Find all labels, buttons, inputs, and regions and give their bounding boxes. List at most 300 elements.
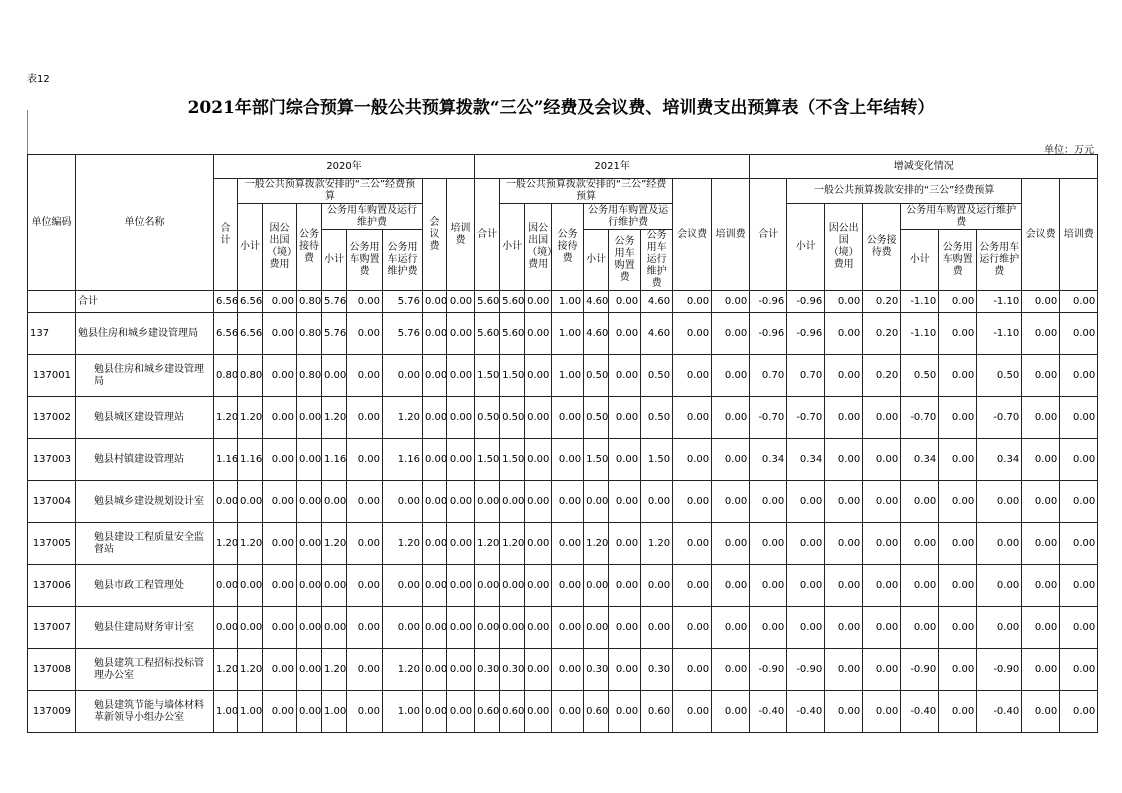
value-cell: 0.00 (423, 649, 447, 691)
value-cell: 0.00 (447, 649, 475, 691)
value-cell: 0.00 (347, 691, 383, 733)
value-cell: -0.70 (977, 397, 1022, 439)
value-cell: 0.00 (609, 523, 641, 565)
value-cell: 1.20 (500, 523, 525, 565)
value-cell: 0.80 (297, 355, 322, 397)
header-maintenance-2021: 公务用车运行维护费 (641, 230, 673, 291)
value-cell: 1.00 (238, 691, 263, 733)
header-maintenance-2020: 公务用车运行维护费 (383, 230, 423, 291)
unit-code-cell: 137007 (28, 607, 76, 649)
value-cell: 0.00 (1022, 607, 1060, 649)
value-cell: 0.00 (383, 481, 423, 523)
value-cell: 0.00 (712, 291, 750, 313)
value-cell: 0.00 (787, 607, 825, 649)
value-cell: 1.50 (475, 355, 500, 397)
value-cell: 0.00 (641, 607, 673, 649)
header-maintenance-change: 公务用车运行维护费 (977, 230, 1022, 291)
value-cell: 0.00 (1060, 397, 1098, 439)
table-row (28, 439, 1098, 481)
value-cell: 0.00 (525, 649, 552, 691)
value-cell: 0.00 (863, 523, 901, 565)
value-cell: 0.00 (901, 481, 939, 523)
value-cell: 1.20 (322, 649, 347, 691)
value-cell: 0.00 (712, 607, 750, 649)
value-cell: 0.00 (1022, 291, 1060, 313)
header-purchase-2020: 公务用车购置费 (347, 230, 383, 291)
value-cell: 0.00 (447, 439, 475, 481)
value-cell: -0.90 (901, 649, 939, 691)
value-cell: 4.60 (584, 291, 609, 313)
value-cell: 0.00 (423, 313, 447, 355)
header-v-subtotal-2020: 小计 (322, 230, 347, 291)
value-cell: -0.40 (787, 691, 825, 733)
header-year-2021: 2021年 (475, 155, 750, 179)
value-cell: -0.90 (750, 649, 787, 691)
value-cell: 0.00 (552, 565, 584, 607)
value-cell: 0.00 (297, 691, 322, 733)
unit-code-cell: 137004 (28, 481, 76, 523)
value-cell: 0.00 (609, 565, 641, 607)
value-cell: 0.00 (901, 523, 939, 565)
unit-code-cell: 137003 (28, 439, 76, 481)
header-abroad-change: 因公出国（境）费用 (825, 204, 863, 291)
value-cell: 0.00 (1022, 439, 1060, 481)
value-cell: 0.00 (1022, 355, 1060, 397)
value-cell: 1.00 (552, 355, 584, 397)
value-cell: 0.00 (383, 565, 423, 607)
value-cell: 0.00 (423, 565, 447, 607)
header-subtotal-2020: 小计 (238, 204, 263, 291)
value-cell: 0.00 (347, 481, 383, 523)
value-cell: 0.00 (347, 439, 383, 481)
value-cell: 0.00 (787, 481, 825, 523)
value-cell: 0.00 (447, 481, 475, 523)
value-cell: 5.76 (383, 291, 423, 313)
value-cell: -0.96 (750, 291, 787, 313)
value-cell: 0.00 (263, 523, 297, 565)
value-cell: 0.50 (500, 397, 525, 439)
value-cell: -0.40 (977, 691, 1022, 733)
value-cell: 0.00 (347, 649, 383, 691)
value-cell: 1.20 (322, 397, 347, 439)
value-cell: -0.90 (787, 649, 825, 691)
value-cell: 1.00 (214, 691, 238, 733)
value-cell: 0.00 (297, 607, 322, 649)
value-cell: 0.00 (263, 291, 297, 313)
table-row (28, 691, 1098, 733)
value-cell: 0.00 (750, 565, 787, 607)
value-cell: 1.00 (383, 691, 423, 733)
header-unit-name: 单位名称 (76, 155, 214, 291)
value-cell: 0.00 (1022, 523, 1060, 565)
value-cell: 0.00 (825, 291, 863, 313)
header-abroad-2021: 因公出国（境）费用 (525, 204, 552, 291)
value-cell: 0.00 (552, 523, 584, 565)
value-cell: 0.00 (712, 481, 750, 523)
header-subtotal-2021: 小计 (500, 204, 525, 291)
value-cell: 1.20 (214, 397, 238, 439)
value-cell: 0.20 (863, 291, 901, 313)
value-cell: 0.00 (939, 691, 977, 733)
value-cell: 0.00 (552, 397, 584, 439)
value-cell: 5.60 (500, 291, 525, 313)
header-subtotal-change: 小计 (787, 204, 825, 291)
value-cell: 0.00 (322, 355, 347, 397)
value-cell: 0.00 (712, 523, 750, 565)
value-cell: 0.00 (673, 481, 712, 523)
value-cell: 0.00 (525, 291, 552, 313)
header-change: 增减变化情况 (750, 155, 1098, 179)
value-cell: 0.00 (552, 439, 584, 481)
value-cell: 0.00 (447, 523, 475, 565)
value-cell: 0.50 (901, 355, 939, 397)
value-cell: 0.00 (263, 565, 297, 607)
value-cell: 0.00 (641, 481, 673, 523)
value-cell: 0.00 (609, 649, 641, 691)
value-cell: 1.00 (552, 291, 584, 313)
value-cell: 5.76 (383, 313, 423, 355)
value-cell: 0.00 (322, 565, 347, 607)
value-cell: 1.20 (383, 649, 423, 691)
value-cell: 0.00 (525, 565, 552, 607)
header-unit-code: 单位编码 (28, 155, 76, 291)
value-cell: 0.30 (475, 649, 500, 691)
value-cell: 0.00 (447, 397, 475, 439)
value-cell: 0.00 (1060, 649, 1098, 691)
value-cell: 0.00 (863, 691, 901, 733)
value-cell: 0.00 (263, 355, 297, 397)
value-cell: 0.00 (787, 523, 825, 565)
value-cell: 0.60 (500, 691, 525, 733)
header-v-subtotal-change: 小计 (901, 230, 939, 291)
value-cell: 0.00 (1060, 439, 1098, 481)
value-cell: 0.00 (825, 565, 863, 607)
table-row (28, 607, 1098, 649)
value-cell: 0.00 (475, 607, 500, 649)
value-cell: 0.00 (939, 481, 977, 523)
value-cell: 0.00 (347, 607, 383, 649)
value-cell: 0.00 (347, 355, 383, 397)
header-training-change: 培训费 (1060, 179, 1098, 291)
value-cell: 0.00 (525, 355, 552, 397)
value-cell: 0.00 (423, 523, 447, 565)
value-cell: 0.00 (712, 313, 750, 355)
value-cell: 0.00 (712, 565, 750, 607)
value-cell: 0.00 (977, 481, 1022, 523)
value-cell: -0.90 (977, 649, 1022, 691)
value-cell: 0.00 (939, 607, 977, 649)
header-reception-2021: 公务接待费 (552, 204, 584, 291)
value-cell: 1.20 (214, 649, 238, 691)
value-cell: 0.20 (863, 313, 901, 355)
value-cell: 1.00 (552, 313, 584, 355)
value-cell: 0.00 (500, 607, 525, 649)
value-cell: 0.00 (673, 313, 712, 355)
value-cell: 0.34 (901, 439, 939, 481)
value-cell: 0.00 (712, 355, 750, 397)
value-cell: 0.00 (939, 397, 977, 439)
value-cell: 0.80 (214, 355, 238, 397)
header-sangong-2020: 一般公共预算拨款安排的“三公”经费预算 (238, 179, 423, 204)
value-cell: -0.70 (901, 397, 939, 439)
value-cell: 0.00 (609, 313, 641, 355)
unit-code-cell: 137001 (28, 355, 76, 397)
value-cell: 0.00 (825, 355, 863, 397)
table-row (28, 313, 1098, 355)
value-cell: -1.10 (977, 291, 1022, 313)
value-cell: 1.00 (322, 691, 347, 733)
value-cell: 1.20 (475, 523, 500, 565)
unit-name-cell: 勉县城区建设管理站 (76, 397, 214, 439)
value-cell: 0.00 (673, 523, 712, 565)
value-cell: 0.00 (500, 481, 525, 523)
value-cell: 0.00 (525, 523, 552, 565)
unit-name-cell: 勉县市政工程管理处 (76, 565, 214, 607)
value-cell: 1.20 (383, 397, 423, 439)
value-cell: 0.00 (525, 397, 552, 439)
value-cell: 6.56 (214, 291, 238, 313)
value-cell: 0.00 (825, 607, 863, 649)
value-cell: 5.76 (322, 291, 347, 313)
value-cell: 0.00 (1022, 313, 1060, 355)
budget-table (27, 154, 1098, 733)
value-cell: 0.50 (584, 355, 609, 397)
unit-code-cell: 137 (28, 313, 76, 355)
value-cell: 0.00 (825, 439, 863, 481)
value-cell: 0.00 (825, 649, 863, 691)
value-cell: 0.00 (609, 481, 641, 523)
value-cell: 0.00 (238, 607, 263, 649)
value-cell: 0.00 (977, 607, 1022, 649)
header-training-2021: 培训费 (712, 179, 750, 291)
value-cell: 0.00 (347, 397, 383, 439)
value-cell: 0.00 (863, 607, 901, 649)
value-cell: 0.00 (609, 691, 641, 733)
value-cell: 0.00 (297, 565, 322, 607)
value-cell: -0.96 (750, 313, 787, 355)
value-cell: 1.20 (383, 523, 423, 565)
value-cell: 0.00 (238, 565, 263, 607)
value-cell: 5.76 (322, 313, 347, 355)
unit-label: 单位：万元 (1044, 145, 1094, 156)
unit-code-cell: 137008 (28, 649, 76, 691)
value-cell: 0.00 (214, 565, 238, 607)
page-title: 2021年部门综合预算一般公共预算拨款“三公”经费及会议费、培训费支出预算表（不含上年结转） (187, 98, 935, 118)
value-cell: 0.00 (673, 607, 712, 649)
value-cell: 0.00 (238, 481, 263, 523)
value-cell: -0.70 (787, 397, 825, 439)
value-cell: 0.30 (584, 649, 609, 691)
value-cell: 0.00 (263, 607, 297, 649)
value-cell: 0.00 (1022, 691, 1060, 733)
value-cell: -1.10 (901, 313, 939, 355)
value-cell: 0.00 (263, 481, 297, 523)
value-cell: 0.30 (500, 649, 525, 691)
value-cell: 0.00 (423, 439, 447, 481)
value-cell: 0.00 (297, 397, 322, 439)
header-reception-change: 公务接待费 (863, 204, 901, 291)
value-cell: 0.00 (939, 649, 977, 691)
header-abroad-2020: 因公出国（境）费用 (263, 204, 297, 291)
value-cell: 0.60 (475, 691, 500, 733)
header-vehicle-change: 公务用车购置及运行维护费 (901, 204, 1022, 230)
value-cell: 0.00 (939, 291, 977, 313)
value-cell: 0.34 (787, 439, 825, 481)
value-cell: 0.00 (1060, 691, 1098, 733)
unit-name-cell: 合计 (76, 291, 214, 313)
value-cell: 0.00 (1060, 291, 1098, 313)
header-vehicle-2020: 公务用车购置及运行维护费 (322, 204, 423, 230)
value-cell: 0.00 (383, 607, 423, 649)
unit-name-cell: 勉县城乡建设规划设计室 (76, 481, 214, 523)
value-cell: 1.20 (641, 523, 673, 565)
unit-name-cell: 勉县村镇建设管理站 (76, 439, 214, 481)
value-cell: 0.00 (609, 291, 641, 313)
value-cell: 0.00 (297, 649, 322, 691)
value-cell: 0.00 (863, 397, 901, 439)
value-cell: 1.16 (322, 439, 347, 481)
value-cell: 0.00 (977, 565, 1022, 607)
value-cell: 0.00 (1022, 397, 1060, 439)
value-cell: 0.00 (901, 565, 939, 607)
value-cell: 0.00 (673, 691, 712, 733)
value-cell: 0.00 (423, 291, 447, 313)
value-cell: 1.20 (238, 397, 263, 439)
header-sangong-change: 一般公共预算拨款安排的“三公”经费预算 (787, 179, 1022, 204)
value-cell: 0.00 (263, 313, 297, 355)
value-cell: 0.00 (787, 565, 825, 607)
value-cell: 0.00 (939, 523, 977, 565)
value-cell: 0.00 (263, 439, 297, 481)
table-row (28, 291, 1098, 313)
header-purchase-change: 公务用车购置费 (939, 230, 977, 291)
value-cell: 0.50 (977, 355, 1022, 397)
value-cell: 4.60 (641, 291, 673, 313)
header-meeting-change: 会议费 (1022, 179, 1060, 291)
value-cell: 0.50 (641, 355, 673, 397)
header-training-2020: 培训费 (447, 179, 475, 291)
unit-name-cell: 勉县建筑工程招标投标管理办公室 (76, 649, 214, 691)
value-cell: 0.00 (552, 607, 584, 649)
value-cell: 0.70 (750, 355, 787, 397)
value-cell: 0.00 (750, 607, 787, 649)
value-cell: 0.00 (423, 607, 447, 649)
value-cell: 0.80 (297, 313, 322, 355)
value-cell: 0.00 (347, 291, 383, 313)
value-cell: 0.00 (584, 481, 609, 523)
value-cell: 0.20 (863, 355, 901, 397)
value-cell: 0.00 (641, 565, 673, 607)
value-cell: 0.00 (609, 607, 641, 649)
value-cell: 0.00 (525, 481, 552, 523)
value-cell: 0.00 (1060, 523, 1098, 565)
value-cell: 0.00 (447, 607, 475, 649)
value-cell: 0.00 (447, 291, 475, 313)
value-cell: 0.00 (939, 355, 977, 397)
value-cell: 5.60 (475, 291, 500, 313)
unit-code-cell: 137002 (28, 397, 76, 439)
value-cell: 1.20 (238, 523, 263, 565)
value-cell: 0.00 (423, 481, 447, 523)
value-cell: 0.00 (552, 649, 584, 691)
value-cell: 0.00 (750, 523, 787, 565)
value-cell: 0.00 (423, 397, 447, 439)
value-cell: 1.16 (214, 439, 238, 481)
table-row (28, 397, 1098, 439)
value-cell: 0.00 (552, 691, 584, 733)
unit-name-cell: 勉县住房和城乡建设管理局 (76, 355, 214, 397)
value-cell: 1.50 (475, 439, 500, 481)
value-cell: 0.00 (214, 481, 238, 523)
value-cell: 0.00 (347, 313, 383, 355)
value-cell: 0.00 (1060, 481, 1098, 523)
value-cell: 0.00 (500, 565, 525, 607)
value-cell: 0.00 (447, 355, 475, 397)
value-cell: 0.00 (383, 355, 423, 397)
header-total-2020: 合计 (214, 179, 238, 291)
value-cell: 0.00 (552, 481, 584, 523)
value-cell: 0.00 (863, 481, 901, 523)
unit-name-cell: 勉县建筑节能与墙体材料革新领导小组办公室 (76, 691, 214, 733)
value-cell: 0.00 (322, 481, 347, 523)
value-cell: -0.40 (901, 691, 939, 733)
value-cell: 0.00 (712, 649, 750, 691)
value-cell: 0.00 (297, 439, 322, 481)
header-meeting-2020: 会议费 (423, 179, 447, 291)
value-cell: 0.00 (525, 607, 552, 649)
value-cell: 0.70 (787, 355, 825, 397)
value-cell: 0.00 (423, 355, 447, 397)
value-cell: 0.00 (825, 523, 863, 565)
value-cell: 0.80 (297, 291, 322, 313)
value-cell: 0.00 (825, 481, 863, 523)
value-cell: 4.60 (584, 313, 609, 355)
value-cell: 1.16 (383, 439, 423, 481)
value-cell: 0.00 (347, 565, 383, 607)
value-cell: 0.00 (525, 439, 552, 481)
value-cell: 1.20 (238, 649, 263, 691)
table-row (28, 481, 1098, 523)
value-cell: 1.16 (238, 439, 263, 481)
header-year-2020: 2020年 (214, 155, 475, 179)
value-cell: 0.00 (673, 355, 712, 397)
value-cell: 0.00 (863, 565, 901, 607)
value-cell: 0.60 (641, 691, 673, 733)
value-cell: 0.60 (584, 691, 609, 733)
value-cell: 0.00 (977, 523, 1022, 565)
value-cell: 0.50 (641, 397, 673, 439)
value-cell: 0.00 (609, 355, 641, 397)
value-cell: -0.40 (750, 691, 787, 733)
table-row (28, 649, 1098, 691)
header-vehicle-2021: 公务用车购置及运行维护费 (584, 204, 673, 230)
value-cell: 6.56 (238, 313, 263, 355)
unit-code-cell: 137006 (28, 565, 76, 607)
value-cell: 0.50 (584, 397, 609, 439)
value-cell: 0.00 (263, 397, 297, 439)
value-cell: -1.10 (901, 291, 939, 313)
value-cell: 0.00 (712, 439, 750, 481)
unit-code-cell: 137009 (28, 691, 76, 733)
value-cell: 1.50 (500, 355, 525, 397)
header-v-subtotal-2021: 小计 (584, 230, 609, 291)
value-cell: 1.20 (584, 523, 609, 565)
value-cell: 0.00 (475, 565, 500, 607)
header-total-change: 合计 (750, 179, 787, 291)
value-cell: 5.60 (475, 313, 500, 355)
value-cell: 0.00 (825, 691, 863, 733)
value-cell: 6.56 (238, 291, 263, 313)
